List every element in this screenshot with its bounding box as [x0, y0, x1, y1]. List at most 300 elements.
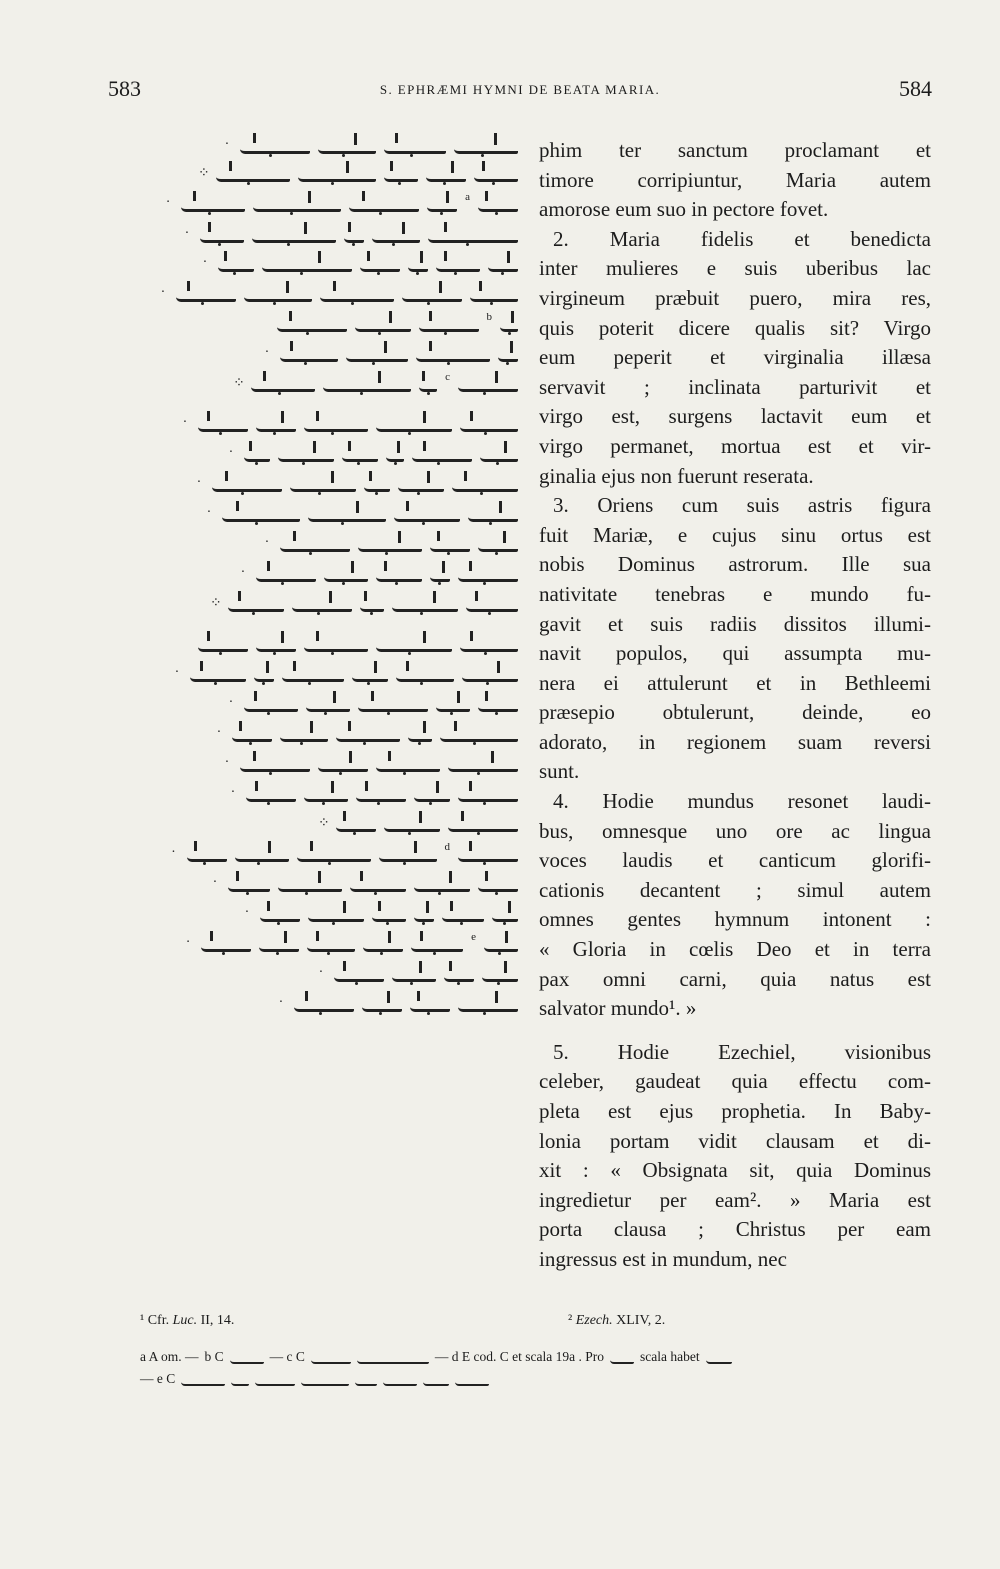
- syriac-punctuation: ⁘: [198, 165, 210, 181]
- syriac-word: [478, 875, 518, 892]
- syriac-word: [458, 995, 518, 1012]
- syriac-word: [201, 935, 251, 952]
- syriac-word: [384, 165, 418, 182]
- syriac-word: [488, 255, 518, 272]
- syriac-punctuation: ·: [160, 285, 166, 300]
- syriac-line: [210, 592, 518, 614]
- syriac-punctuation: ·: [206, 505, 212, 520]
- syriac-word: [252, 226, 336, 243]
- syriac-word: [414, 785, 450, 802]
- syriac-word: [344, 226, 364, 243]
- footnote-1-book: Luc.: [172, 1313, 198, 1328]
- syriac-line: [228, 782, 518, 804]
- syriac-word: [454, 137, 518, 154]
- syriac-word: [222, 505, 300, 522]
- syriac-punctuation: ·: [224, 755, 230, 770]
- syriac-punctuation: ·: [171, 845, 176, 860]
- syriac-word: [320, 285, 394, 302]
- syriac-word: [392, 965, 436, 982]
- syriac-word: [235, 845, 289, 862]
- syriac-word: [466, 595, 518, 612]
- latin-line: [539, 1215, 931, 1245]
- syriac-word: [376, 755, 440, 772]
- syriac-punctuation: ·: [278, 995, 284, 1010]
- latin-line-text: cationis decantent ; simul autem: [539, 877, 931, 902]
- syriac-word: [292, 595, 352, 612]
- syriac-punctuation: ·: [182, 415, 188, 430]
- latin-line: [539, 166, 931, 196]
- latin-line-text: gavit et suis radiis dissitos illumi-: [539, 611, 931, 636]
- syriac-word: [396, 665, 454, 682]
- latin-line: [539, 876, 931, 906]
- syriac-line: [210, 872, 518, 894]
- syriac-word: [458, 565, 518, 582]
- syriac-line: [222, 134, 518, 156]
- syriac-word: [492, 905, 518, 922]
- syriac-word: [350, 875, 406, 892]
- syriac-word: [379, 845, 437, 862]
- syriac-line: [226, 692, 518, 714]
- latin-line-text: « Gloria in cœlis Deo et in terra: [539, 937, 931, 962]
- syriac-punctuation: ·: [224, 137, 230, 152]
- latin-line: [539, 1245, 931, 1275]
- syriac-word: [280, 535, 350, 552]
- latin-line: [539, 1097, 931, 1127]
- syriac-punctuation: ·: [174, 665, 180, 680]
- syriac-word: [298, 165, 376, 182]
- syriac-word: [500, 315, 518, 332]
- syriac-word: [430, 565, 450, 582]
- syriac-word: [246, 785, 296, 802]
- latin-line: [539, 195, 931, 225]
- latin-line: [539, 639, 931, 669]
- syriac-word: [455, 1373, 489, 1386]
- latin-line-text: omnes gentes hymnum intonent :: [539, 907, 931, 932]
- latin-line-text: pax omni carni, quia natus est: [539, 966, 931, 991]
- syriac-word: [176, 285, 236, 302]
- footnote-1-reference: II, 14.: [200, 1313, 235, 1328]
- syriac-line: [276, 992, 518, 1014]
- syriac-word: [448, 815, 518, 832]
- syriac-word: [256, 565, 316, 582]
- syriac-word: [411, 935, 463, 952]
- latin-line: [539, 284, 931, 314]
- apparatus-marker: c: [445, 371, 450, 383]
- syriac-line: [183, 932, 518, 954]
- latin-line: [539, 669, 931, 699]
- syriac-word: [376, 635, 452, 652]
- syriac-word: [200, 226, 244, 243]
- syriac-word: [198, 635, 248, 652]
- latin-line-text: lonia portam vidit clausam et di-: [539, 1128, 931, 1153]
- syriac-word: [323, 375, 411, 392]
- syriac-word: [181, 1373, 225, 1386]
- syriac-line: [214, 722, 518, 744]
- syriac-word: [308, 905, 364, 922]
- syriac-word: [360, 255, 400, 272]
- syriac-punctuation: ·: [165, 195, 171, 210]
- latin-line: [539, 580, 931, 610]
- syriac-word: [356, 785, 406, 802]
- syriac-word: [468, 505, 518, 522]
- syriac-line: [242, 902, 518, 924]
- latin-line: [539, 728, 931, 758]
- syriac-word: [363, 935, 403, 952]
- apparatus-note-b: b C: [204, 1349, 224, 1364]
- syriac-word: [452, 475, 518, 492]
- latin-line: [539, 1038, 931, 1068]
- syriac-line: [158, 282, 518, 304]
- syriac-punctuation: ⁘: [210, 595, 222, 611]
- latin-line-text: 2. Maria fidelis et benedicta: [553, 226, 931, 251]
- syriac-word: [355, 1373, 377, 1386]
- syriac-word: [372, 226, 420, 243]
- syriac-word: [342, 445, 378, 462]
- syriac-punctuation: ·: [228, 695, 234, 710]
- latin-line-text: ingressus est in mundum, nec: [539, 1246, 787, 1271]
- syriac-word: [308, 505, 386, 522]
- syriac-word: [440, 725, 518, 742]
- syriac-line: [194, 472, 518, 494]
- syriac-word: [181, 195, 245, 212]
- syriac-word: [218, 255, 254, 272]
- syriac-line: [262, 342, 518, 364]
- latin-line-text: 4. Hodie mundus resonet laudi-: [553, 789, 931, 814]
- syriac-word: [384, 815, 440, 832]
- syriac-punctuation: ·: [240, 565, 246, 580]
- syriac-word: [280, 725, 328, 742]
- apparatus-marker: d: [444, 841, 450, 853]
- syriac-word: [436, 255, 480, 272]
- footnote-1-prefix: Cfr.: [147, 1313, 170, 1328]
- apparatus-marker: a: [465, 191, 470, 203]
- latin-line-text: virgineum præbuit puero, mira res,: [539, 285, 931, 310]
- latin-line: [539, 254, 931, 284]
- apparatus-note-e: — e C: [140, 1371, 176, 1386]
- latin-line-text: 3. Oriens cum suis astris figura: [553, 493, 931, 518]
- syriac-line: [226, 442, 518, 464]
- syriac-word: [436, 695, 470, 712]
- syriac-punctuation: ·: [230, 785, 236, 800]
- syriac-line: [204, 502, 518, 524]
- syriac-line: [182, 223, 518, 245]
- syriac-word: [304, 415, 368, 432]
- syriac-line: [200, 252, 518, 274]
- syriac-word: [244, 445, 270, 462]
- latin-line: [539, 521, 931, 551]
- syriac-word: [458, 375, 518, 392]
- syriac-word: [460, 635, 518, 652]
- latin-line-text: celeber, gaudeat quia effectu com-: [539, 1069, 931, 1094]
- syriac-word: [357, 1351, 429, 1364]
- syriac-line: [318, 812, 518, 834]
- latin-line-text: præsepio obtulerunt, deinde, eo: [539, 700, 931, 725]
- latin-line: [539, 550, 931, 580]
- syriac-punctuation: ·: [228, 445, 234, 460]
- syriac-word: [306, 695, 350, 712]
- syriac-word: [251, 375, 315, 392]
- latin-line: [539, 1067, 931, 1097]
- syriac-word: [240, 137, 310, 154]
- syriac-word: [260, 905, 300, 922]
- syriac-word: [358, 535, 422, 552]
- syriac-word: [358, 695, 428, 712]
- syriac-word: [427, 195, 457, 212]
- syriac-line: [180, 412, 518, 434]
- latin-line-text: ingredietur per eam². » Maria est: [539, 1187, 931, 1212]
- syriac-word: [318, 137, 376, 154]
- syriac-word: [376, 565, 422, 582]
- latin-line: [539, 1127, 931, 1157]
- syriac-word: [416, 345, 490, 362]
- syriac-word: [334, 965, 384, 982]
- syriac-punctuation: ·: [244, 905, 250, 920]
- running-title: S. EPHRÆMI HYMNI DE BEATA MARIA.: [379, 82, 661, 97]
- syriac-word: [610, 1351, 634, 1364]
- syriac-word: [290, 475, 356, 492]
- latin-line: [539, 817, 931, 847]
- syriac-word: [414, 905, 434, 922]
- syriac-word: [478, 535, 518, 552]
- latin-line: [539, 935, 931, 965]
- syriac-word: [240, 755, 310, 772]
- syriac-word: [297, 845, 371, 862]
- latin-line: [539, 491, 931, 521]
- syriac-punctuation: ·: [184, 226, 190, 241]
- syriac-line: [222, 752, 518, 774]
- latin-line-text: salvator mundo¹. »: [539, 996, 697, 1021]
- syriac-line: [198, 632, 518, 654]
- footnote-2-book: Ezech.: [575, 1313, 613, 1328]
- syriac-word: [336, 815, 376, 832]
- syriac-word: [392, 595, 458, 612]
- apparatus-note-c: — c C: [269, 1349, 305, 1364]
- syriac-line: [277, 312, 519, 334]
- syriac-word: [349, 195, 419, 212]
- latin-line: [539, 225, 931, 255]
- syriac-punctuation: ·: [318, 965, 324, 980]
- latin-line: [539, 432, 931, 462]
- syriac-word: [355, 315, 411, 332]
- syriac-word: [362, 995, 402, 1012]
- latin-line-text: virgo est, surgens lactavit eum et: [539, 404, 931, 429]
- syriac-word: [372, 905, 406, 922]
- latin-line-text: nobis Dominus astrorum. Ille sua: [539, 552, 931, 577]
- syriac-word: [198, 415, 248, 432]
- syriac-punctuation: ·: [202, 255, 208, 270]
- syriac-punctuation: ·: [185, 935, 191, 950]
- syriac-word: [352, 665, 388, 682]
- syriac-word: [408, 725, 432, 742]
- syriac-punctuation: ·: [196, 475, 202, 490]
- latin-line-text: xit : « Obsignata sit, quia Dominus: [539, 1158, 931, 1183]
- latin-line-text: virgo permanet, mortua est et vir-: [539, 433, 931, 458]
- syriac-word: [190, 665, 246, 682]
- syriac-word: [336, 725, 400, 742]
- syriac-punctuation: ·: [264, 535, 270, 550]
- latin-line: [539, 610, 931, 640]
- syriac-word: [280, 345, 338, 362]
- latin-line: [539, 846, 931, 876]
- syriac-word: [254, 665, 274, 682]
- syriac-word: [398, 475, 444, 492]
- syriac-word: [346, 345, 408, 362]
- syriac-punctuation: ⁘: [318, 815, 330, 831]
- page-number-right: 584: [899, 76, 932, 101]
- latin-line: [539, 402, 931, 432]
- latin-line-text: inter mulieres e suis uberibus lac: [539, 256, 931, 281]
- syriac-line: [316, 962, 518, 984]
- syriac-word: [307, 935, 355, 952]
- syriac-word: [386, 445, 404, 462]
- syriac-line: [163, 192, 518, 214]
- syriac-word: [230, 1351, 264, 1364]
- syriac-word: [304, 785, 348, 802]
- syriac-word: [244, 285, 312, 302]
- latin-line: [539, 757, 931, 787]
- syriac-word: [470, 285, 518, 302]
- latin-line: [539, 343, 931, 373]
- syriac-word: [364, 475, 390, 492]
- syriac-word: [253, 195, 341, 212]
- syriac-word: [419, 315, 479, 332]
- syriac-word: [426, 165, 466, 182]
- latin-line-text: quis poterit dicere qualis sit? Virgo: [539, 315, 931, 340]
- syriac-word: [256, 635, 296, 652]
- latin-line-text: ginalia ejus non fuerunt reserata.: [539, 463, 814, 488]
- syriac-word: [311, 1351, 351, 1364]
- latin-line-text: amorose eum suo in pectore fovet.: [539, 197, 829, 222]
- page-number-left: 583: [108, 76, 141, 101]
- latin-line-text: porta clausa ; Christus per eam: [539, 1217, 931, 1242]
- syriac-word: [360, 595, 384, 612]
- syriac-word: [244, 695, 298, 712]
- latin-line-text: 5. Hodie Ezechiel, visionibus: [553, 1039, 931, 1064]
- syriac-word: [228, 595, 284, 612]
- syriac-word: [444, 965, 474, 982]
- apparatus-marker: e: [471, 931, 476, 943]
- syriac-word: [480, 445, 518, 462]
- syriac-line: [262, 532, 518, 554]
- syriac-word: [232, 725, 272, 742]
- syriac-word: [478, 695, 518, 712]
- latin-line: [539, 1156, 931, 1186]
- syriac-word: [458, 785, 518, 802]
- syriac-line: [238, 562, 518, 584]
- latin-line-text: phim ter sanctum proclamant et: [539, 138, 931, 162]
- syriac-word: [484, 935, 518, 952]
- syriac-word: [384, 137, 446, 154]
- syriac-word: [187, 845, 227, 862]
- latin-line: [539, 373, 931, 403]
- syriac-word: [706, 1351, 732, 1364]
- latin-line: [539, 314, 931, 344]
- apparatus-note-a: a A om. —: [140, 1349, 199, 1364]
- syriac-word: [478, 195, 518, 212]
- syriac-word: [412, 445, 472, 462]
- latin-line-text: fuit Mariæ, e cujus sinu ortus est: [539, 522, 931, 547]
- latin-line: [539, 965, 931, 995]
- latin-line-text: sunt.: [539, 759, 580, 784]
- syriac-line: [172, 662, 518, 684]
- apparatus-note-d-end: scala habet: [640, 1349, 700, 1364]
- latin-line: [539, 787, 931, 817]
- latin-line-text: bus, omnesque uno ore ac lingua: [539, 818, 931, 843]
- syriac-word: [462, 665, 518, 682]
- syriac-word: [231, 1373, 249, 1386]
- syriac-word: [262, 255, 352, 272]
- latin-translation-column: [539, 136, 931, 1275]
- syriac-word: [383, 1373, 417, 1386]
- syriac-punctuation: ·: [212, 875, 218, 890]
- apparatus-line-1: [140, 1349, 732, 1365]
- apparatus-marker: b: [486, 311, 492, 323]
- syriac-word: [428, 226, 518, 243]
- syriac-word: [458, 845, 518, 862]
- latin-line-text: voces laudis et canticum glorifi-: [539, 848, 931, 873]
- apparatus-line-2: [140, 1371, 489, 1387]
- syriac-word: [212, 475, 282, 492]
- syriac-word: [259, 935, 299, 952]
- paragraph-gap: [539, 1024, 931, 1038]
- syriac-word: [216, 165, 290, 182]
- syriac-word: [414, 875, 470, 892]
- syriac-word: [430, 535, 470, 552]
- syriac-word: [448, 755, 518, 772]
- syriac-word: [256, 415, 296, 432]
- footnote-1: [140, 1313, 234, 1329]
- syriac-line: [169, 842, 519, 864]
- syriac-word: [294, 995, 354, 1012]
- latin-line: [539, 1186, 931, 1216]
- syriac-punctuation: ·: [264, 345, 270, 360]
- syriac-punctuation: ·: [216, 725, 222, 740]
- syriac-word: [278, 875, 342, 892]
- footnote-2-reference: XLIV, 2.: [616, 1313, 666, 1328]
- syriac-line: [233, 372, 518, 394]
- footnote-2-number: ²: [568, 1313, 573, 1328]
- latin-line-text: timore corripiuntur, Maria autem: [539, 167, 931, 192]
- syriac-word: [282, 665, 344, 682]
- latin-line: [539, 905, 931, 935]
- syriac-word: [402, 285, 462, 302]
- latin-line: [539, 698, 931, 728]
- footnote-1-number: ¹: [140, 1313, 145, 1328]
- latin-line: [539, 462, 931, 492]
- latin-line-text: nera ei attulerunt et in Bethleemi: [539, 670, 931, 695]
- syriac-word: [278, 445, 334, 462]
- syriac-word: [324, 565, 368, 582]
- syriac-word: [419, 375, 437, 392]
- syriac-word: [482, 965, 518, 982]
- running-head: [108, 76, 932, 106]
- latin-line-text: servavit ; inclinata parturivit et: [539, 374, 931, 399]
- syriac-word: [255, 1373, 295, 1386]
- syriac-word: [318, 755, 368, 772]
- apparatus-note-d: — d E cod. C et scala 19a . Pro: [434, 1349, 604, 1364]
- syriac-word: [304, 635, 368, 652]
- syriac-word: [423, 1373, 449, 1386]
- syriac-word: [376, 415, 452, 432]
- syriac-word: [410, 995, 450, 1012]
- syriac-word: [498, 345, 518, 362]
- latin-line: [539, 994, 931, 1024]
- latin-line-text: eum peperit et virginalia illæsa: [539, 345, 931, 370]
- syriac-word: [460, 415, 518, 432]
- syriac-word: [474, 165, 518, 182]
- syriac-line: [198, 162, 518, 184]
- latin-line-text: nativitate tenebras e mundo fu-: [539, 581, 931, 606]
